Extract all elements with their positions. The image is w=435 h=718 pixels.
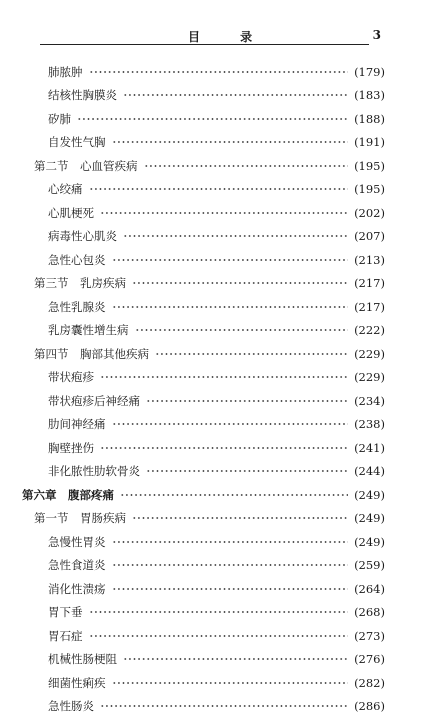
toc-entry-page: (286) — [351, 699, 385, 713]
toc-entry-label: 肺脓肿 — [48, 64, 86, 80]
dot-leader — [132, 514, 348, 522]
dot-leader — [112, 585, 349, 593]
toc-entry-label: 带状疱疹 — [48, 369, 97, 385]
page-header — [40, 28, 385, 48]
toc-entry-page: (282) — [351, 676, 385, 690]
dot-leader — [100, 444, 348, 452]
toc-entry-page: (207) — [351, 229, 385, 243]
toc-entry-item[interactable] — [0, 601, 435, 625]
toc-entry-item[interactable] — [0, 201, 435, 225]
toc-entry-page: (202) — [351, 206, 385, 220]
header-page-number: 3 — [373, 28, 381, 42]
toc-entry-page: (268) — [351, 605, 385, 619]
toc-entry-item[interactable] — [0, 436, 435, 460]
toc-entry-label: 自发性气胸 — [48, 134, 109, 150]
dot-leader — [135, 326, 349, 334]
dot-leader — [100, 373, 348, 381]
dot-leader — [112, 679, 349, 687]
toc-entry-label: 病毒性心肌炎 — [48, 228, 120, 244]
toc-entry-item[interactable] — [0, 671, 435, 695]
toc-entry-page: (249) — [351, 511, 385, 525]
header-title: 目 录 — [188, 28, 270, 45]
toc-entry-label: 第二节 心血管疾病 — [34, 158, 141, 174]
dot-leader — [77, 115, 348, 123]
dot-leader — [123, 232, 348, 240]
toc-entry-page: (217) — [351, 300, 385, 314]
table-of-contents — [0, 60, 435, 718]
toc-entry-label: 乳房囊性增生病 — [48, 322, 132, 338]
toc-entry-item[interactable] — [0, 695, 435, 718]
toc-entry-page: (249) — [351, 488, 385, 502]
header-rule — [40, 44, 369, 45]
toc-entry-section[interactable] — [0, 507, 435, 531]
toc-entry-item[interactable] — [0, 530, 435, 554]
toc-entry-page: (183) — [351, 88, 385, 102]
toc-entry-label: 急性食道炎 — [48, 557, 109, 573]
toc-entry-page: (188) — [351, 112, 385, 126]
dot-leader — [146, 397, 348, 405]
toc-entry-item[interactable] — [0, 460, 435, 484]
toc-entry-page: (195) — [351, 182, 385, 196]
toc-entry-item[interactable] — [0, 178, 435, 202]
toc-entry-label: 消化性溃疡 — [48, 581, 109, 597]
toc-entry-page: (179) — [351, 65, 385, 79]
toc-entry-label: 急慢性胃炎 — [48, 534, 109, 550]
toc-entry-page: (249) — [351, 535, 385, 549]
toc-entry-item[interactable] — [0, 60, 435, 84]
dot-leader — [89, 68, 349, 76]
dot-leader — [132, 279, 348, 287]
toc-entry-label: 第四节 胸部其他疾病 — [34, 346, 152, 362]
toc-entry-item[interactable] — [0, 366, 435, 390]
dot-leader — [89, 185, 349, 193]
toc-entry-label: 胸壁挫伤 — [48, 440, 97, 456]
toc-entry-label: 带状疱疹后神经痛 — [48, 393, 143, 409]
dot-leader — [112, 538, 349, 546]
toc-entry-item[interactable] — [0, 84, 435, 108]
toc-entry-label: 第一节 胃肠疾病 — [34, 510, 129, 526]
toc-entry-page: (264) — [351, 582, 385, 596]
toc-entry-section[interactable] — [0, 154, 435, 178]
dot-leader — [89, 608, 349, 616]
toc-entry-label: 胃下垂 — [48, 604, 86, 620]
toc-entry-page: (229) — [351, 347, 385, 361]
toc-entry-item[interactable] — [0, 107, 435, 131]
toc-entry-page: (238) — [351, 417, 385, 431]
dot-leader — [100, 209, 348, 217]
toc-entry-label: 机械性肠梗阻 — [48, 651, 120, 667]
toc-entry-item[interactable] — [0, 295, 435, 319]
toc-entry-label: 心绞痛 — [48, 181, 86, 197]
dot-leader — [123, 655, 348, 663]
toc-entry-item[interactable] — [0, 413, 435, 437]
toc-entry-item[interactable] — [0, 319, 435, 343]
toc-entry-section[interactable] — [0, 342, 435, 366]
toc-entry-item[interactable] — [0, 225, 435, 249]
toc-entry-label: 胃石症 — [48, 628, 86, 644]
toc-entry-label: 结核性胸膜炎 — [48, 87, 120, 103]
toc-entry-item[interactable] — [0, 577, 435, 601]
dot-leader — [112, 138, 349, 146]
toc-entry-label: 心肌梗死 — [48, 205, 97, 221]
toc-entry-page: (213) — [351, 253, 385, 267]
toc-entry-page: (234) — [351, 394, 385, 408]
toc-entry-item[interactable] — [0, 554, 435, 578]
toc-entry-page: (241) — [351, 441, 385, 455]
toc-entry-page: (259) — [351, 558, 385, 572]
toc-entry-page: (273) — [351, 629, 385, 643]
toc-entry-section[interactable] — [0, 272, 435, 296]
toc-entry-page: (217) — [351, 276, 385, 290]
toc-entry-item[interactable] — [0, 624, 435, 648]
toc-entry-item[interactable] — [0, 389, 435, 413]
dot-leader — [112, 420, 349, 428]
dot-leader — [155, 350, 348, 358]
dot-leader — [112, 256, 349, 264]
toc-entry-label: 急性乳腺炎 — [48, 299, 109, 315]
toc-entry-label: 第六章 腹部疼痛 — [22, 487, 117, 503]
toc-entry-page: (195) — [351, 159, 385, 173]
toc-entry-page: (276) — [351, 652, 385, 666]
toc-entry-item[interactable] — [0, 648, 435, 672]
dot-leader — [100, 702, 348, 710]
dot-leader — [144, 162, 349, 170]
toc-entry-label: 细菌性痢疾 — [48, 675, 109, 691]
toc-entry-label: 急性心包炎 — [48, 252, 109, 268]
toc-entry-page: (244) — [351, 464, 385, 478]
toc-entry-label: 矽肺 — [48, 111, 74, 127]
dot-leader — [89, 632, 349, 640]
toc-entry-label: 肋间神经痛 — [48, 416, 109, 432]
toc-entry-label: 非化脓性肋软骨炎 — [48, 463, 143, 479]
dot-leader — [146, 467, 348, 475]
dot-leader — [112, 561, 349, 569]
toc-entry-label: 急性肠炎 — [48, 698, 97, 714]
toc-entry-page: (229) — [351, 370, 385, 384]
toc-entry-page: (222) — [351, 323, 385, 337]
toc-entry-item[interactable] — [0, 248, 435, 272]
dot-leader — [123, 91, 348, 99]
toc-entry-item[interactable] — [0, 131, 435, 155]
dot-leader — [112, 303, 349, 311]
toc-entry-page: (191) — [351, 135, 385, 149]
dot-leader — [120, 491, 348, 499]
toc-entry-label: 第三节 乳房疾病 — [34, 275, 129, 291]
toc-entry-chapter[interactable] — [0, 483, 435, 507]
